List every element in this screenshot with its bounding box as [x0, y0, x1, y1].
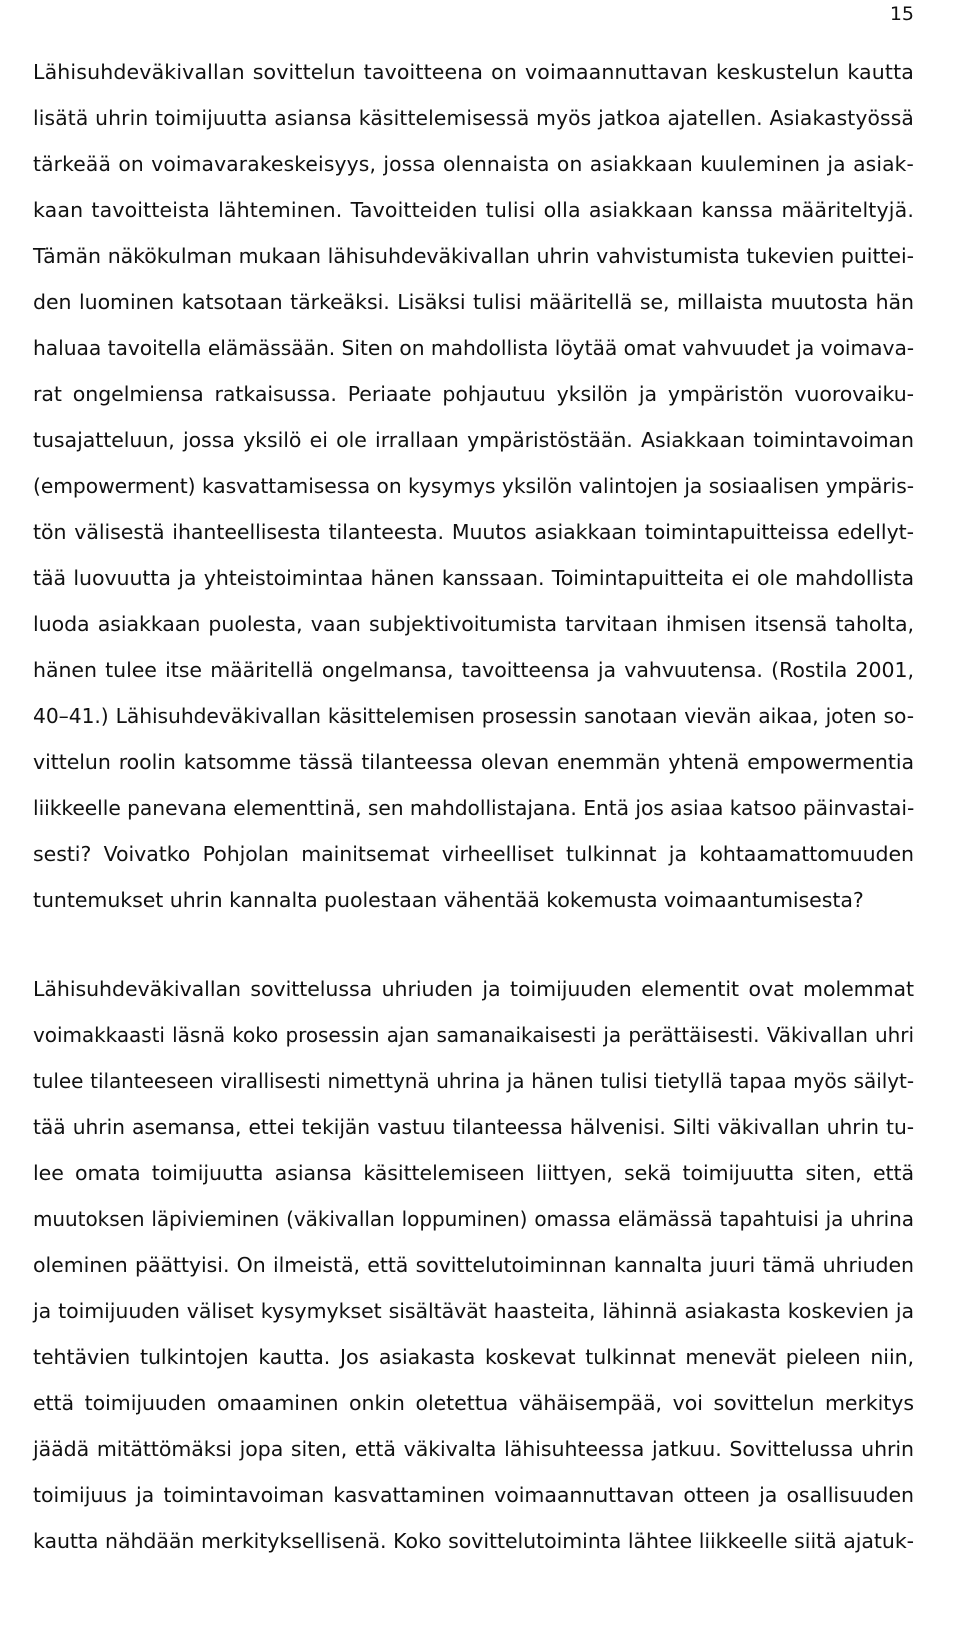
text-line: kautta nähdään merkityksellisenä. Koko sovittelutoiminta lähtee liikkeelle siitä ajatuk-: [33, 1529, 914, 1553]
text-line: toimijuus ja toimintavoiman kasvattaminen voimaannuttavan otteen ja osallisuuden: [33, 1483, 914, 1507]
text-line: ja toimijuuden väliset kysymykset sisältävät haasteita, lähinnä asiakasta koskevien ja: [33, 1299, 914, 1323]
text-line: tuntemukset uhrin kannalta puolestaan vähentää kokemusta voimaantumisesta?: [33, 888, 864, 912]
text-line: jäädä mitättömäksi jopa siten, että väkivalta lähisuhteessa jatkuu. Sovittelussa uhrin: [33, 1437, 914, 1461]
text-line: tehtävien tulkintojen kautta. Jos asiakasta koskevat tulkinnat menevät pieleen niin,: [33, 1345, 914, 1369]
text-line: liikkeelle panevana elementtinä, sen mahdollistajana. Entä jos asiaa katsoo päinvastai-: [33, 796, 915, 820]
text-line: 40–41.) Lähisuhdeväkivallan käsittelemisen prosessin sanotaan vievän aikaa, joten so-: [33, 704, 914, 728]
text-line: haluaa tavoitella elämässään. Siten on mahdollista löytää omat vahvuudet ja voimava-: [33, 336, 915, 360]
text-line: Lähisuhdeväkivallan sovittelun tavoitteena on voimaannuttavan keskustelun kautta: [33, 60, 914, 84]
text-line: tulee tilanteeseen virallisesti nimettynä uhrina ja hänen tulisi tietyllä tapaa myös säilyt-: [33, 1069, 914, 1093]
text-line: kaan tavoitteista lähteminen. Tavoitteiden tulisi olla asiakkaan kanssa määriteltyjä.: [33, 198, 914, 222]
text-line: tää uhrin asemansa, ettei tekijän vastuu tilanteessa hälvenisi. Silti väkivallan uhrin tu-: [33, 1115, 914, 1139]
text-line: sesti? Voivatko Pohjolan mainitsemat virheelliset tulkinnat ja kohtaamattomuuden: [33, 842, 914, 866]
text-line: rat ongelmiensa ratkaisussa. Periaate pohjautuu yksilön ja ympäristön vuorovaiku-: [33, 382, 914, 406]
text-line: hänen tulee itse määritellä ongelmansa, tavoitteensa ja vahvuutensa. (Rostila 2001,: [33, 658, 914, 682]
text-line: tön välisestä ihanteellisesta tilanteesta. Muutos asiakkaan toimintapuitteissa edellyt-: [33, 520, 914, 544]
text-line: tärkeää on voimavarakeskeisyys, jossa olennaista on asiakkaan kuuleminen ja asiak-: [33, 152, 914, 176]
text-line: Lähisuhdeväkivallan sovittelussa uhriuden ja toimijuuden elementit ovat molemmat: [33, 977, 914, 1001]
text-line: Tämän näkökulman mukaan lähisuhdeväkivallan uhrin vahvistumista tukevien puittei-: [33, 244, 914, 268]
text-line: tusajatteluun, jossa yksilö ei ole irrallaan ympäristöstään. Asiakkaan toimintavoiman: [33, 428, 914, 452]
text-line: muutoksen läpivieminen (väkivallan loppuminen) omassa elämässä tapahtuisi ja uhrina: [33, 1207, 914, 1231]
text-line: tää luovuutta ja yhteistoimintaa hänen kanssaan. Toimintapuitteita ei ole mahdollista: [33, 566, 914, 590]
text-line: (empowerment) kasvattamisessa on kysymys yksilön valintojen ja sosiaalisen ympäris-: [33, 474, 914, 498]
text-line: den luominen katsotaan tärkeäksi. Lisäksi tulisi määritellä se, millaista muutosta hän: [33, 290, 914, 314]
text-line: lee omata toimijuutta asiansa käsittelemiseen liittyen, sekä toimijuutta siten, että: [33, 1161, 914, 1185]
text-line: luoda asiakkaan puolesta, vaan subjektivoitumista tarvitaan ihmisen itsensä taholta,: [33, 612, 914, 636]
text-line: lisätä uhrin toimijuutta asiansa käsittelemisessä myös jatkoa ajatellen. Asiakastyössä: [33, 106, 914, 130]
text-line: vittelun roolin katsomme tässä tilanteessa olevan enemmän yhtenä empowermentia: [33, 750, 914, 774]
text-line: oleminen päättyisi. On ilmeistä, että sovittelutoiminnan kannalta juuri tämä uhriuden: [33, 1253, 914, 1277]
page-number: 15: [889, 3, 914, 25]
text-line: että toimijuuden omaaminen onkin oletettua vähäisempää, voi sovittelun merkitys: [33, 1391, 914, 1415]
text-line: voimakkaasti läsnä koko prosessin ajan samanaikaisesti ja perättäisesti. Väkivallan uhri: [33, 1023, 914, 1047]
